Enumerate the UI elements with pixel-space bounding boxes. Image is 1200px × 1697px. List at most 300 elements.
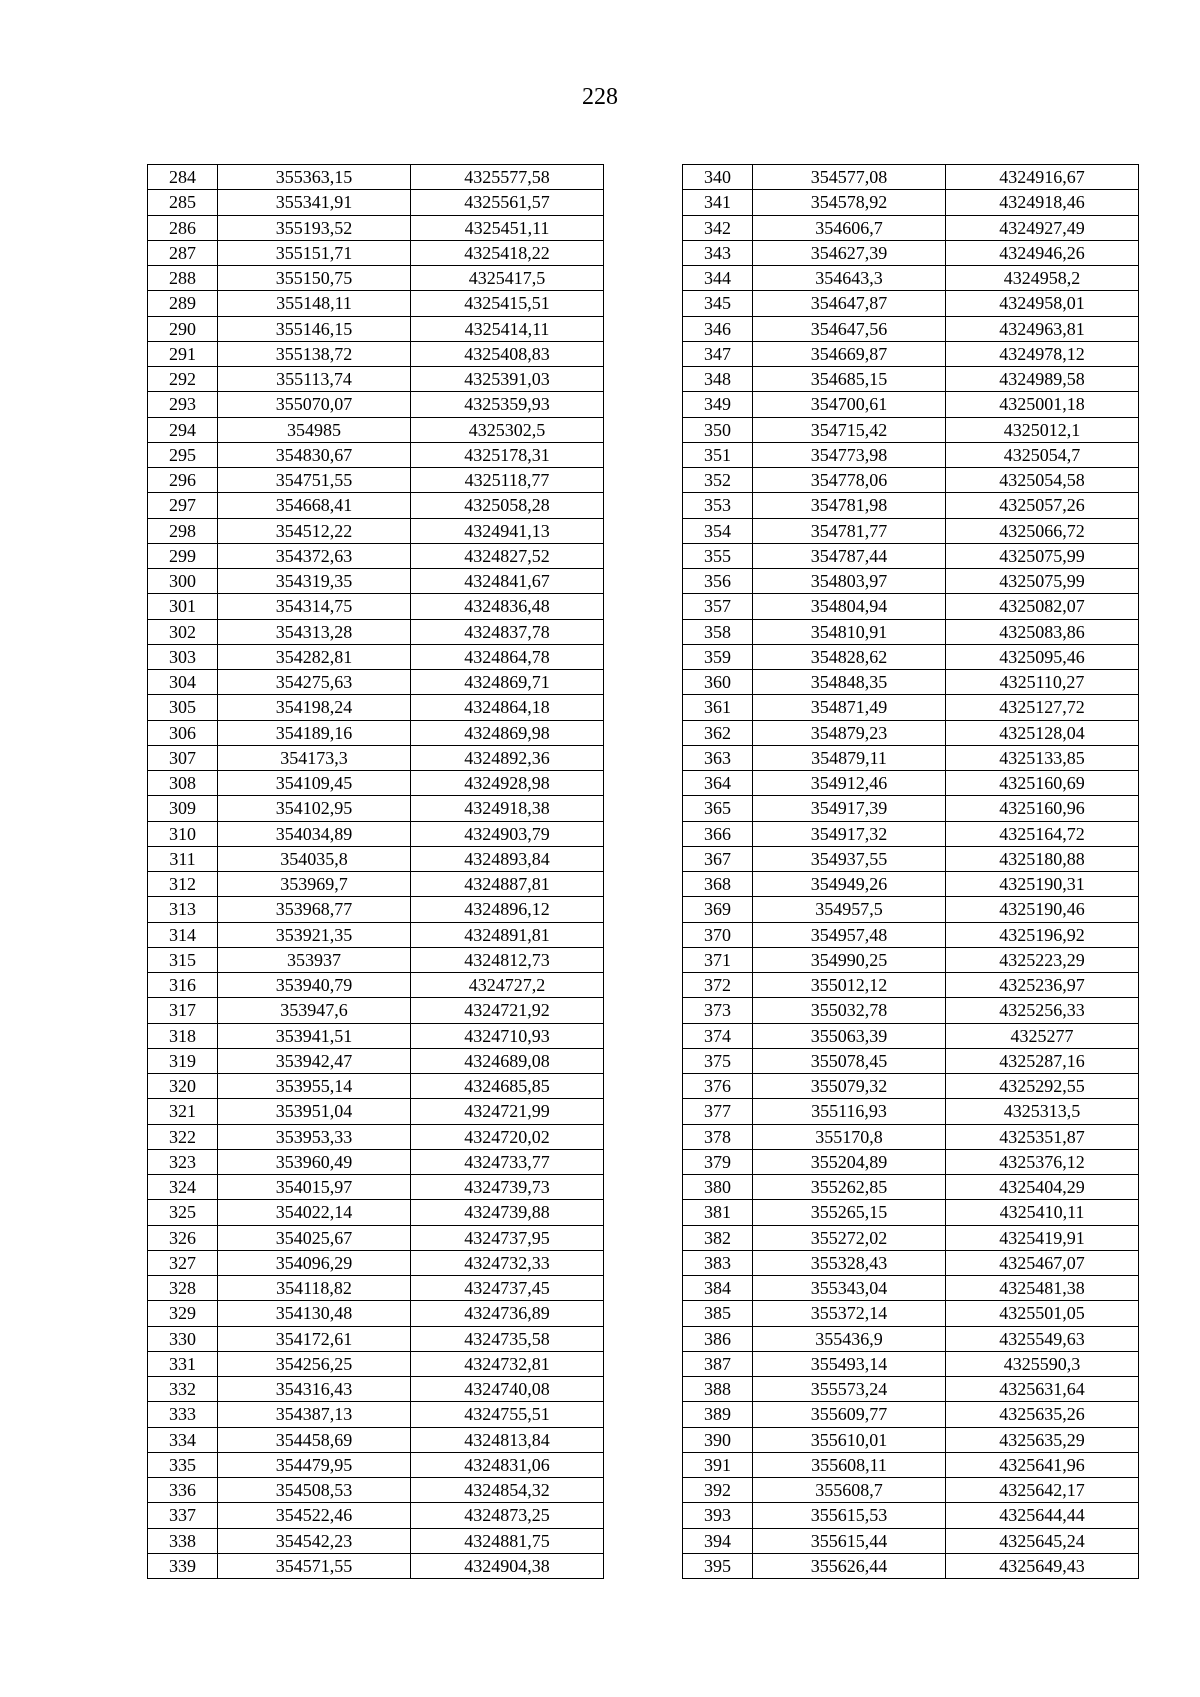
table-row (683, 417, 1139, 442)
table-row (683, 1276, 1139, 1301)
point-number-cell: 316 (148, 973, 218, 998)
table-row (683, 1503, 1139, 1528)
table-row (148, 1074, 604, 1099)
point-number-cell: 287 (148, 240, 218, 265)
y-coordinate-cell: 4324958,2 (946, 266, 1139, 291)
y-coordinate-cell: 4324739,88 (411, 1200, 604, 1225)
point-number-cell: 386 (683, 1326, 753, 1351)
point-number-cell: 364 (683, 771, 753, 796)
point-number-cell: 302 (148, 619, 218, 644)
y-coordinate-cell: 4325376,12 (946, 1149, 1139, 1174)
x-coordinate-cell: 354387,13 (218, 1402, 411, 1427)
table-row (148, 1048, 604, 1073)
point-number-cell: 393 (683, 1503, 753, 1528)
point-number-cell: 356 (683, 569, 753, 594)
y-coordinate-cell: 4324927,49 (946, 215, 1139, 240)
x-coordinate-cell: 354015,97 (218, 1175, 411, 1200)
x-coordinate-cell: 354316,43 (218, 1377, 411, 1402)
table-row (683, 1402, 1139, 1427)
y-coordinate-cell: 4324813,84 (411, 1427, 604, 1452)
y-coordinate-cell: 4325223,29 (946, 947, 1139, 972)
point-number-cell: 315 (148, 947, 218, 972)
table-row (683, 695, 1139, 720)
x-coordinate-cell: 353947,6 (218, 998, 411, 1023)
table-row (148, 947, 604, 972)
y-coordinate-cell: 4324892,36 (411, 745, 604, 770)
y-coordinate-cell: 4325302,5 (411, 417, 604, 442)
x-coordinate-cell: 354990,25 (753, 947, 946, 972)
x-coordinate-cell: 354372,63 (218, 543, 411, 568)
y-coordinate-cell: 4324736,89 (411, 1301, 604, 1326)
y-coordinate-cell: 4325057,26 (946, 493, 1139, 518)
x-coordinate-cell: 355148,11 (218, 291, 411, 316)
table-row (148, 745, 604, 770)
y-coordinate-cell: 4324836,48 (411, 594, 604, 619)
point-number-cell: 376 (683, 1074, 753, 1099)
y-coordinate-cell: 4325645,24 (946, 1528, 1139, 1553)
point-number-cell: 303 (148, 644, 218, 669)
table-row (148, 796, 604, 821)
x-coordinate-cell: 355113,74 (218, 367, 411, 392)
y-coordinate-cell: 4325196,92 (946, 922, 1139, 947)
y-coordinate-cell: 4325190,46 (946, 897, 1139, 922)
y-coordinate-cell: 4325277 (946, 1023, 1139, 1048)
y-coordinate-cell: 4324864,78 (411, 644, 604, 669)
x-coordinate-cell: 354751,55 (218, 468, 411, 493)
table-row (683, 1427, 1139, 1452)
point-number-cell: 331 (148, 1351, 218, 1376)
x-coordinate-cell: 354035,8 (218, 846, 411, 871)
table-row (148, 670, 604, 695)
point-number-cell: 290 (148, 316, 218, 341)
table-row (683, 215, 1139, 240)
table-row (683, 771, 1139, 796)
point-number-cell: 332 (148, 1377, 218, 1402)
point-number-cell: 324 (148, 1175, 218, 1200)
x-coordinate-cell: 353951,04 (218, 1099, 411, 1124)
point-number-cell: 291 (148, 341, 218, 366)
table-row (683, 190, 1139, 215)
x-coordinate-cell: 355328,43 (753, 1250, 946, 1275)
table-row (683, 619, 1139, 644)
y-coordinate-cell: 4325075,99 (946, 569, 1139, 594)
point-number-cell: 329 (148, 1301, 218, 1326)
y-coordinate-cell: 4325054,7 (946, 442, 1139, 467)
y-coordinate-cell: 4325313,5 (946, 1099, 1139, 1124)
point-number-cell: 344 (683, 266, 753, 291)
y-coordinate-cell: 4324685,85 (411, 1074, 604, 1099)
x-coordinate-cell: 354577,08 (753, 165, 946, 190)
table-row (148, 1553, 604, 1578)
table-row (148, 1326, 604, 1351)
table-row (683, 594, 1139, 619)
x-coordinate-cell: 354668,41 (218, 493, 411, 518)
point-number-cell: 391 (683, 1452, 753, 1477)
point-number-cell: 355 (683, 543, 753, 568)
y-coordinate-cell: 4324946,26 (946, 240, 1139, 265)
y-coordinate-cell: 4325066,72 (946, 518, 1139, 543)
y-coordinate-cell: 4324854,32 (411, 1478, 604, 1503)
table-row (148, 569, 604, 594)
table-row (148, 1452, 604, 1477)
x-coordinate-cell: 354542,23 (218, 1528, 411, 1553)
point-number-cell: 338 (148, 1528, 218, 1553)
point-number-cell: 326 (148, 1225, 218, 1250)
x-coordinate-cell: 353969,7 (218, 872, 411, 897)
table-row (148, 1023, 604, 1048)
point-number-cell: 286 (148, 215, 218, 240)
point-number-cell: 367 (683, 846, 753, 871)
point-number-cell: 306 (148, 720, 218, 745)
table-row (683, 316, 1139, 341)
table-row (683, 796, 1139, 821)
table-row (148, 872, 604, 897)
table-row (148, 165, 604, 190)
x-coordinate-cell: 355272,02 (753, 1225, 946, 1250)
x-coordinate-cell: 354778,06 (753, 468, 946, 493)
x-coordinate-cell: 355078,45 (753, 1048, 946, 1073)
y-coordinate-cell: 4325160,69 (946, 771, 1139, 796)
point-number-cell: 313 (148, 897, 218, 922)
x-coordinate-cell: 354314,75 (218, 594, 411, 619)
x-coordinate-cell: 354022,14 (218, 1200, 411, 1225)
table-row (683, 266, 1139, 291)
x-coordinate-cell: 354096,29 (218, 1250, 411, 1275)
point-number-cell: 357 (683, 594, 753, 619)
x-coordinate-cell: 354781,77 (753, 518, 946, 543)
point-number-cell: 345 (683, 291, 753, 316)
x-coordinate-cell: 354803,97 (753, 569, 946, 594)
y-coordinate-cell: 4324841,67 (411, 569, 604, 594)
y-coordinate-cell: 4324812,73 (411, 947, 604, 972)
y-coordinate-cell: 4325127,72 (946, 695, 1139, 720)
y-coordinate-cell: 4324737,95 (411, 1225, 604, 1250)
table-row (148, 1351, 604, 1376)
table-row (683, 821, 1139, 846)
point-number-cell: 379 (683, 1149, 753, 1174)
point-number-cell: 310 (148, 821, 218, 846)
point-number-cell: 333 (148, 1402, 218, 1427)
table-row (148, 897, 604, 922)
point-number-cell: 360 (683, 670, 753, 695)
point-number-cell: 369 (683, 897, 753, 922)
point-number-cell: 342 (683, 215, 753, 240)
table-row (148, 922, 604, 947)
point-number-cell: 308 (148, 771, 218, 796)
table-row (683, 1351, 1139, 1376)
y-coordinate-cell: 4325649,43 (946, 1553, 1139, 1578)
y-coordinate-cell: 4324869,98 (411, 720, 604, 745)
x-coordinate-cell: 355079,32 (753, 1074, 946, 1099)
point-number-cell: 371 (683, 947, 753, 972)
table-row (148, 493, 604, 518)
point-number-cell: 378 (683, 1124, 753, 1149)
y-coordinate-cell: 4325075,99 (946, 543, 1139, 568)
point-number-cell: 317 (148, 998, 218, 1023)
y-coordinate-cell: 4324963,81 (946, 316, 1139, 341)
table-row (148, 846, 604, 871)
table-row (683, 442, 1139, 467)
point-number-cell: 285 (148, 190, 218, 215)
table-row (148, 973, 604, 998)
table-row (148, 266, 604, 291)
table-row (148, 468, 604, 493)
y-coordinate-cell: 4324869,71 (411, 670, 604, 695)
point-number-cell: 368 (683, 872, 753, 897)
y-coordinate-cell: 4325635,26 (946, 1402, 1139, 1427)
table-row (148, 442, 604, 467)
x-coordinate-cell: 354848,35 (753, 670, 946, 695)
table-row (148, 417, 604, 442)
x-coordinate-cell: 354810,91 (753, 619, 946, 644)
point-number-cell: 328 (148, 1276, 218, 1301)
table-row (683, 1048, 1139, 1073)
y-coordinate-cell: 4324727,2 (411, 973, 604, 998)
point-number-cell: 387 (683, 1351, 753, 1376)
x-coordinate-cell: 354917,39 (753, 796, 946, 821)
x-coordinate-cell: 354319,35 (218, 569, 411, 594)
y-coordinate-cell: 4324918,46 (946, 190, 1139, 215)
x-coordinate-cell: 353968,77 (218, 897, 411, 922)
table-row (148, 821, 604, 846)
x-coordinate-cell: 355343,04 (753, 1276, 946, 1301)
table-row (683, 745, 1139, 770)
point-number-cell: 339 (148, 1553, 218, 1578)
table-row (683, 1478, 1139, 1503)
y-coordinate-cell: 4325410,11 (946, 1200, 1139, 1225)
table-row (148, 1124, 604, 1149)
point-number-cell: 284 (148, 165, 218, 190)
table-row (148, 543, 604, 568)
point-number-cell: 305 (148, 695, 218, 720)
x-coordinate-cell: 354578,92 (753, 190, 946, 215)
table-row (683, 1377, 1139, 1402)
x-coordinate-cell: 354198,24 (218, 695, 411, 720)
table-row (148, 1503, 604, 1528)
y-coordinate-cell: 4324737,45 (411, 1276, 604, 1301)
y-coordinate-cell: 4324721,99 (411, 1099, 604, 1124)
table-row (148, 1276, 604, 1301)
y-coordinate-cell: 4325408,83 (411, 341, 604, 366)
point-number-cell: 343 (683, 240, 753, 265)
table-row (683, 392, 1139, 417)
y-coordinate-cell: 4325577,58 (411, 165, 604, 190)
point-number-cell: 370 (683, 922, 753, 947)
point-number-cell: 323 (148, 1149, 218, 1174)
x-coordinate-cell: 355265,15 (753, 1200, 946, 1225)
table-row (683, 1074, 1139, 1099)
point-number-cell: 362 (683, 720, 753, 745)
table-row (148, 1149, 604, 1174)
y-coordinate-cell: 4324732,81 (411, 1351, 604, 1376)
x-coordinate-cell: 353955,14 (218, 1074, 411, 1099)
y-coordinate-cell: 4325415,51 (411, 291, 604, 316)
point-number-cell: 347 (683, 341, 753, 366)
table-row (683, 922, 1139, 947)
x-coordinate-cell: 354685,15 (753, 367, 946, 392)
x-coordinate-cell: 354118,82 (218, 1276, 411, 1301)
table-row (148, 998, 604, 1023)
y-coordinate-cell: 4325451,11 (411, 215, 604, 240)
x-coordinate-cell: 354172,61 (218, 1326, 411, 1351)
x-coordinate-cell: 354879,23 (753, 720, 946, 745)
x-coordinate-cell: 354479,95 (218, 1452, 411, 1477)
x-coordinate-cell: 354643,3 (753, 266, 946, 291)
point-number-cell: 309 (148, 796, 218, 821)
table-row (148, 316, 604, 341)
table-row (683, 947, 1139, 972)
table-row (148, 1200, 604, 1225)
y-coordinate-cell: 4325058,28 (411, 493, 604, 518)
x-coordinate-cell: 354700,61 (753, 392, 946, 417)
point-number-cell: 325 (148, 1200, 218, 1225)
table-row (148, 619, 604, 644)
y-coordinate-cell: 4325481,38 (946, 1276, 1139, 1301)
table-row (683, 1149, 1139, 1174)
point-number-cell: 382 (683, 1225, 753, 1250)
y-coordinate-cell: 4325118,77 (411, 468, 604, 493)
y-coordinate-cell: 4324733,77 (411, 1149, 604, 1174)
table-row (148, 1478, 604, 1503)
point-number-cell: 297 (148, 493, 218, 518)
x-coordinate-cell: 353940,79 (218, 973, 411, 998)
table-row (683, 644, 1139, 669)
x-coordinate-cell: 355609,77 (753, 1402, 946, 1427)
point-number-cell: 384 (683, 1276, 753, 1301)
x-coordinate-cell: 354773,98 (753, 442, 946, 467)
point-number-cell: 304 (148, 670, 218, 695)
x-coordinate-cell: 355146,15 (218, 316, 411, 341)
y-coordinate-cell: 4325001,18 (946, 392, 1139, 417)
y-coordinate-cell: 4324732,33 (411, 1250, 604, 1275)
point-number-cell: 321 (148, 1099, 218, 1124)
point-number-cell: 301 (148, 594, 218, 619)
y-coordinate-cell: 4325635,29 (946, 1427, 1139, 1452)
table-row (683, 1301, 1139, 1326)
x-coordinate-cell: 355170,8 (753, 1124, 946, 1149)
x-coordinate-cell: 354458,69 (218, 1427, 411, 1452)
x-coordinate-cell: 355608,7 (753, 1478, 946, 1503)
x-coordinate-cell: 355063,39 (753, 1023, 946, 1048)
table-row (683, 1452, 1139, 1477)
x-coordinate-cell: 354912,46 (753, 771, 946, 796)
x-coordinate-cell: 354804,94 (753, 594, 946, 619)
x-coordinate-cell: 354715,42 (753, 417, 946, 442)
y-coordinate-cell: 4325054,58 (946, 468, 1139, 493)
point-number-cell: 337 (148, 1503, 218, 1528)
x-coordinate-cell: 354828,62 (753, 644, 946, 669)
y-coordinate-cell: 4325414,11 (411, 316, 604, 341)
table-row (683, 291, 1139, 316)
x-coordinate-cell: 354830,67 (218, 442, 411, 467)
x-coordinate-cell: 354189,16 (218, 720, 411, 745)
table-row (148, 518, 604, 543)
x-coordinate-cell: 354522,46 (218, 1503, 411, 1528)
x-coordinate-cell: 354512,22 (218, 518, 411, 543)
point-number-cell: 311 (148, 846, 218, 871)
y-coordinate-cell: 4325501,05 (946, 1301, 1139, 1326)
x-coordinate-cell: 354647,56 (753, 316, 946, 341)
x-coordinate-cell: 354949,26 (753, 872, 946, 897)
y-coordinate-cell: 4325467,07 (946, 1250, 1139, 1275)
table-row (148, 1175, 604, 1200)
x-coordinate-cell: 355116,93 (753, 1099, 946, 1124)
y-coordinate-cell: 4325110,27 (946, 670, 1139, 695)
point-number-cell: 341 (683, 190, 753, 215)
table-row (683, 493, 1139, 518)
table-row (683, 846, 1139, 871)
y-coordinate-cell: 4325012,1 (946, 417, 1139, 442)
point-number-cell: 374 (683, 1023, 753, 1048)
x-coordinate-cell: 353937 (218, 947, 411, 972)
point-number-cell: 318 (148, 1023, 218, 1048)
y-coordinate-cell: 4325160,96 (946, 796, 1139, 821)
x-coordinate-cell: 355341,91 (218, 190, 411, 215)
table-row (148, 215, 604, 240)
y-coordinate-cell: 4325391,03 (411, 367, 604, 392)
y-coordinate-cell: 4325082,07 (946, 594, 1139, 619)
point-number-cell: 300 (148, 569, 218, 594)
y-coordinate-cell: 4324958,01 (946, 291, 1139, 316)
y-coordinate-cell: 4325359,93 (411, 392, 604, 417)
x-coordinate-cell: 354034,89 (218, 821, 411, 846)
point-number-cell: 319 (148, 1048, 218, 1073)
y-coordinate-cell: 4325419,91 (946, 1225, 1139, 1250)
table-row (148, 341, 604, 366)
x-coordinate-cell: 355262,85 (753, 1175, 946, 1200)
y-coordinate-cell: 4324837,78 (411, 619, 604, 644)
table-row (683, 518, 1139, 543)
x-coordinate-cell: 354627,39 (753, 240, 946, 265)
x-coordinate-cell: 355070,07 (218, 392, 411, 417)
y-coordinate-cell: 4324881,75 (411, 1528, 604, 1553)
x-coordinate-cell: 354985 (218, 417, 411, 442)
y-coordinate-cell: 4325178,31 (411, 442, 604, 467)
table-row (148, 1528, 604, 1553)
table-row (683, 973, 1139, 998)
table-row (148, 1377, 604, 1402)
y-coordinate-cell: 4324916,67 (946, 165, 1139, 190)
table-row (683, 468, 1139, 493)
y-coordinate-cell: 4325128,04 (946, 720, 1139, 745)
x-coordinate-cell: 353921,35 (218, 922, 411, 947)
point-number-cell: 294 (148, 417, 218, 442)
page-number: 228 (582, 84, 618, 110)
coordinates-table-right (682, 164, 1139, 1579)
point-number-cell: 292 (148, 367, 218, 392)
y-coordinate-cell: 4324827,52 (411, 543, 604, 568)
table-row (148, 1301, 604, 1326)
table-row (683, 1553, 1139, 1578)
x-coordinate-cell: 354871,49 (753, 695, 946, 720)
point-number-cell: 361 (683, 695, 753, 720)
table-row (683, 165, 1139, 190)
point-number-cell: 366 (683, 821, 753, 846)
table-row (148, 291, 604, 316)
point-number-cell: 375 (683, 1048, 753, 1073)
x-coordinate-cell: 354282,81 (218, 644, 411, 669)
table-row (148, 1099, 604, 1124)
point-number-cell: 373 (683, 998, 753, 1023)
x-coordinate-cell: 354508,53 (218, 1478, 411, 1503)
x-coordinate-cell: 355615,53 (753, 1503, 946, 1528)
x-coordinate-cell: 354917,32 (753, 821, 946, 846)
point-number-cell: 353 (683, 493, 753, 518)
table-row (683, 998, 1139, 1023)
table-row (148, 1225, 604, 1250)
y-coordinate-cell: 4325641,96 (946, 1452, 1139, 1477)
point-number-cell: 394 (683, 1528, 753, 1553)
